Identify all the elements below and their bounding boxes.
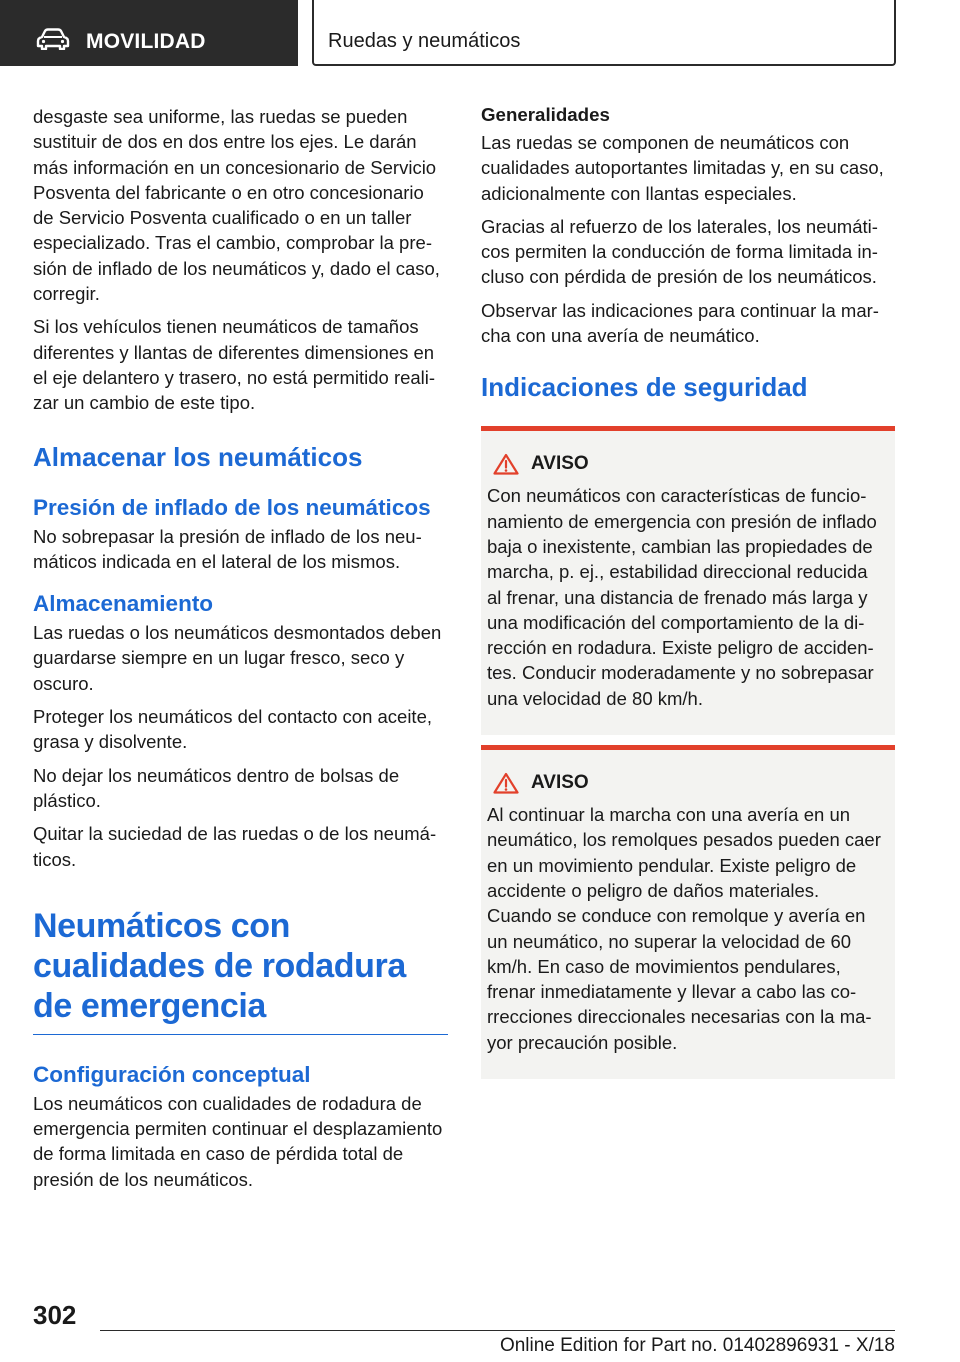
paragraph: No sobrepasar la presión de inflado de los neumáticos indicada en el lateral de los mismos. [33,525,422,572]
warning-header [487,453,887,475]
warning-box [481,745,895,1079]
section-tab [0,0,298,66]
heading-general: Generalidades [481,104,610,125]
right-column [481,104,895,1079]
warning-title: AVISO [531,772,589,794]
footer-edition: Online Edition for Part no. 01402896931 - X/18 [499,1335,895,1356]
paragraph: Las ruedas se componen de neumáticos con cualidades autoportantes limitadas y, en su caso, adicionalmente con llantas especiales. [481,132,884,204]
warning-text: Al continuar la marcha con una avería en un neumático, los remolques pesados pueden caer en un movimiento pendular. Existe peligro de accidente o peligro de daños materiales. Cuando se conduce con remolque y avería en un neumático, no superar la velocidad de 60 km/h. En caso de movimientos pendulares, frenar inmediatamente y llevar a cabo las correcciones direccionales necesarias con la mayor precaución posible. [487,804,881,1053]
heading-safety: Indicaciones de seguridad [481,372,808,403]
page-header [0,0,960,66]
warning-triangle-icon [493,453,519,475]
paragraph: No dejar los neumáticos dentro de bolsas de plástico. [33,764,400,811]
car-icon [36,28,70,50]
paragraph: Si los vehículos tienen neumáticos de tamaños diferentes y llantas de diferentes dimensiones en el eje delantero y trasero, no está permitido realizar un cambio de este tipo. [33,316,436,414]
warning-text: Con neumáticos con características de funcionamiento de emergencia con presión de inflado baja o inexistente, cambian las propiedades de marcha, p. ej., estabilidad direccional reducida al frenar, una distancia de frenado más larga y una modificación del comportamiento de la dirección en rodadura. Existe peligro de accidentes. Conducir moderadamente y no sobrepasar una velocidad de 80 km/h. [487,485,877,709]
paragraph: Proteger los neumáticos del contacto con aceite, grasa y disolvente. [33,706,433,753]
heading-concept: Configuración conceptual [33,1061,311,1087]
paragraph: Quitar la suciedad de las ruedas o de los neumáticos. [33,823,437,870]
warning-triangle-icon [493,772,519,794]
paragraph: desgaste sea uniforme, las ruedas se pueden sustituir de dos en dos entre los ejes. Le darán más información en un concesionario de Servicio Posventa del fabricante o en otro concesionario de Servicio Posventa cualificado o en un taller especializado. Tras el cambio, comprobar la presión de inflado de los neumáticos y, dado el caso, corregir. [33,106,440,305]
left-column [33,104,448,1200]
warning-header [487,772,887,794]
footer-divider [100,1330,895,1331]
heading-storage: Almacenamiento [33,591,214,617]
chapter-tab [312,0,896,66]
paragraph: Gracias al refuerzo de los laterales, los neumáticos permiten la conducción de forma limitada incluso con pérdida de presión de los neumáticos. [481,215,878,288]
warning-box [481,426,895,735]
heading-store-tires: Almacenar los neumáticos [33,441,363,472]
chapter-title: Ruedas y neumáticos [328,30,521,52]
section-label: MOVILIDAD [86,30,206,53]
page-number: 302 [33,1300,77,1330]
heading-tire-pressure: Presión de inflado de los neumáticos [33,494,431,520]
warning-title: AVISO [531,453,589,475]
chapter-heading-runflat: Neumáticos con cualidades de rodadura de emergencia [33,906,448,1035]
paragraph: Observar las indicaciones para continuar la marcha con una avería de neumático. [481,299,879,347]
paragraph: Las ruedas o los neumáticos desmontados deben guardarse siempre en un lugar fresco, seco y oscuro. [33,622,442,694]
paragraph: Los neumáticos con cualidades de rodadura de emergencia permiten continuar el desplazamiento de forma limitada en caso de pérdida total de presión de los neumáticos. [33,1092,443,1190]
